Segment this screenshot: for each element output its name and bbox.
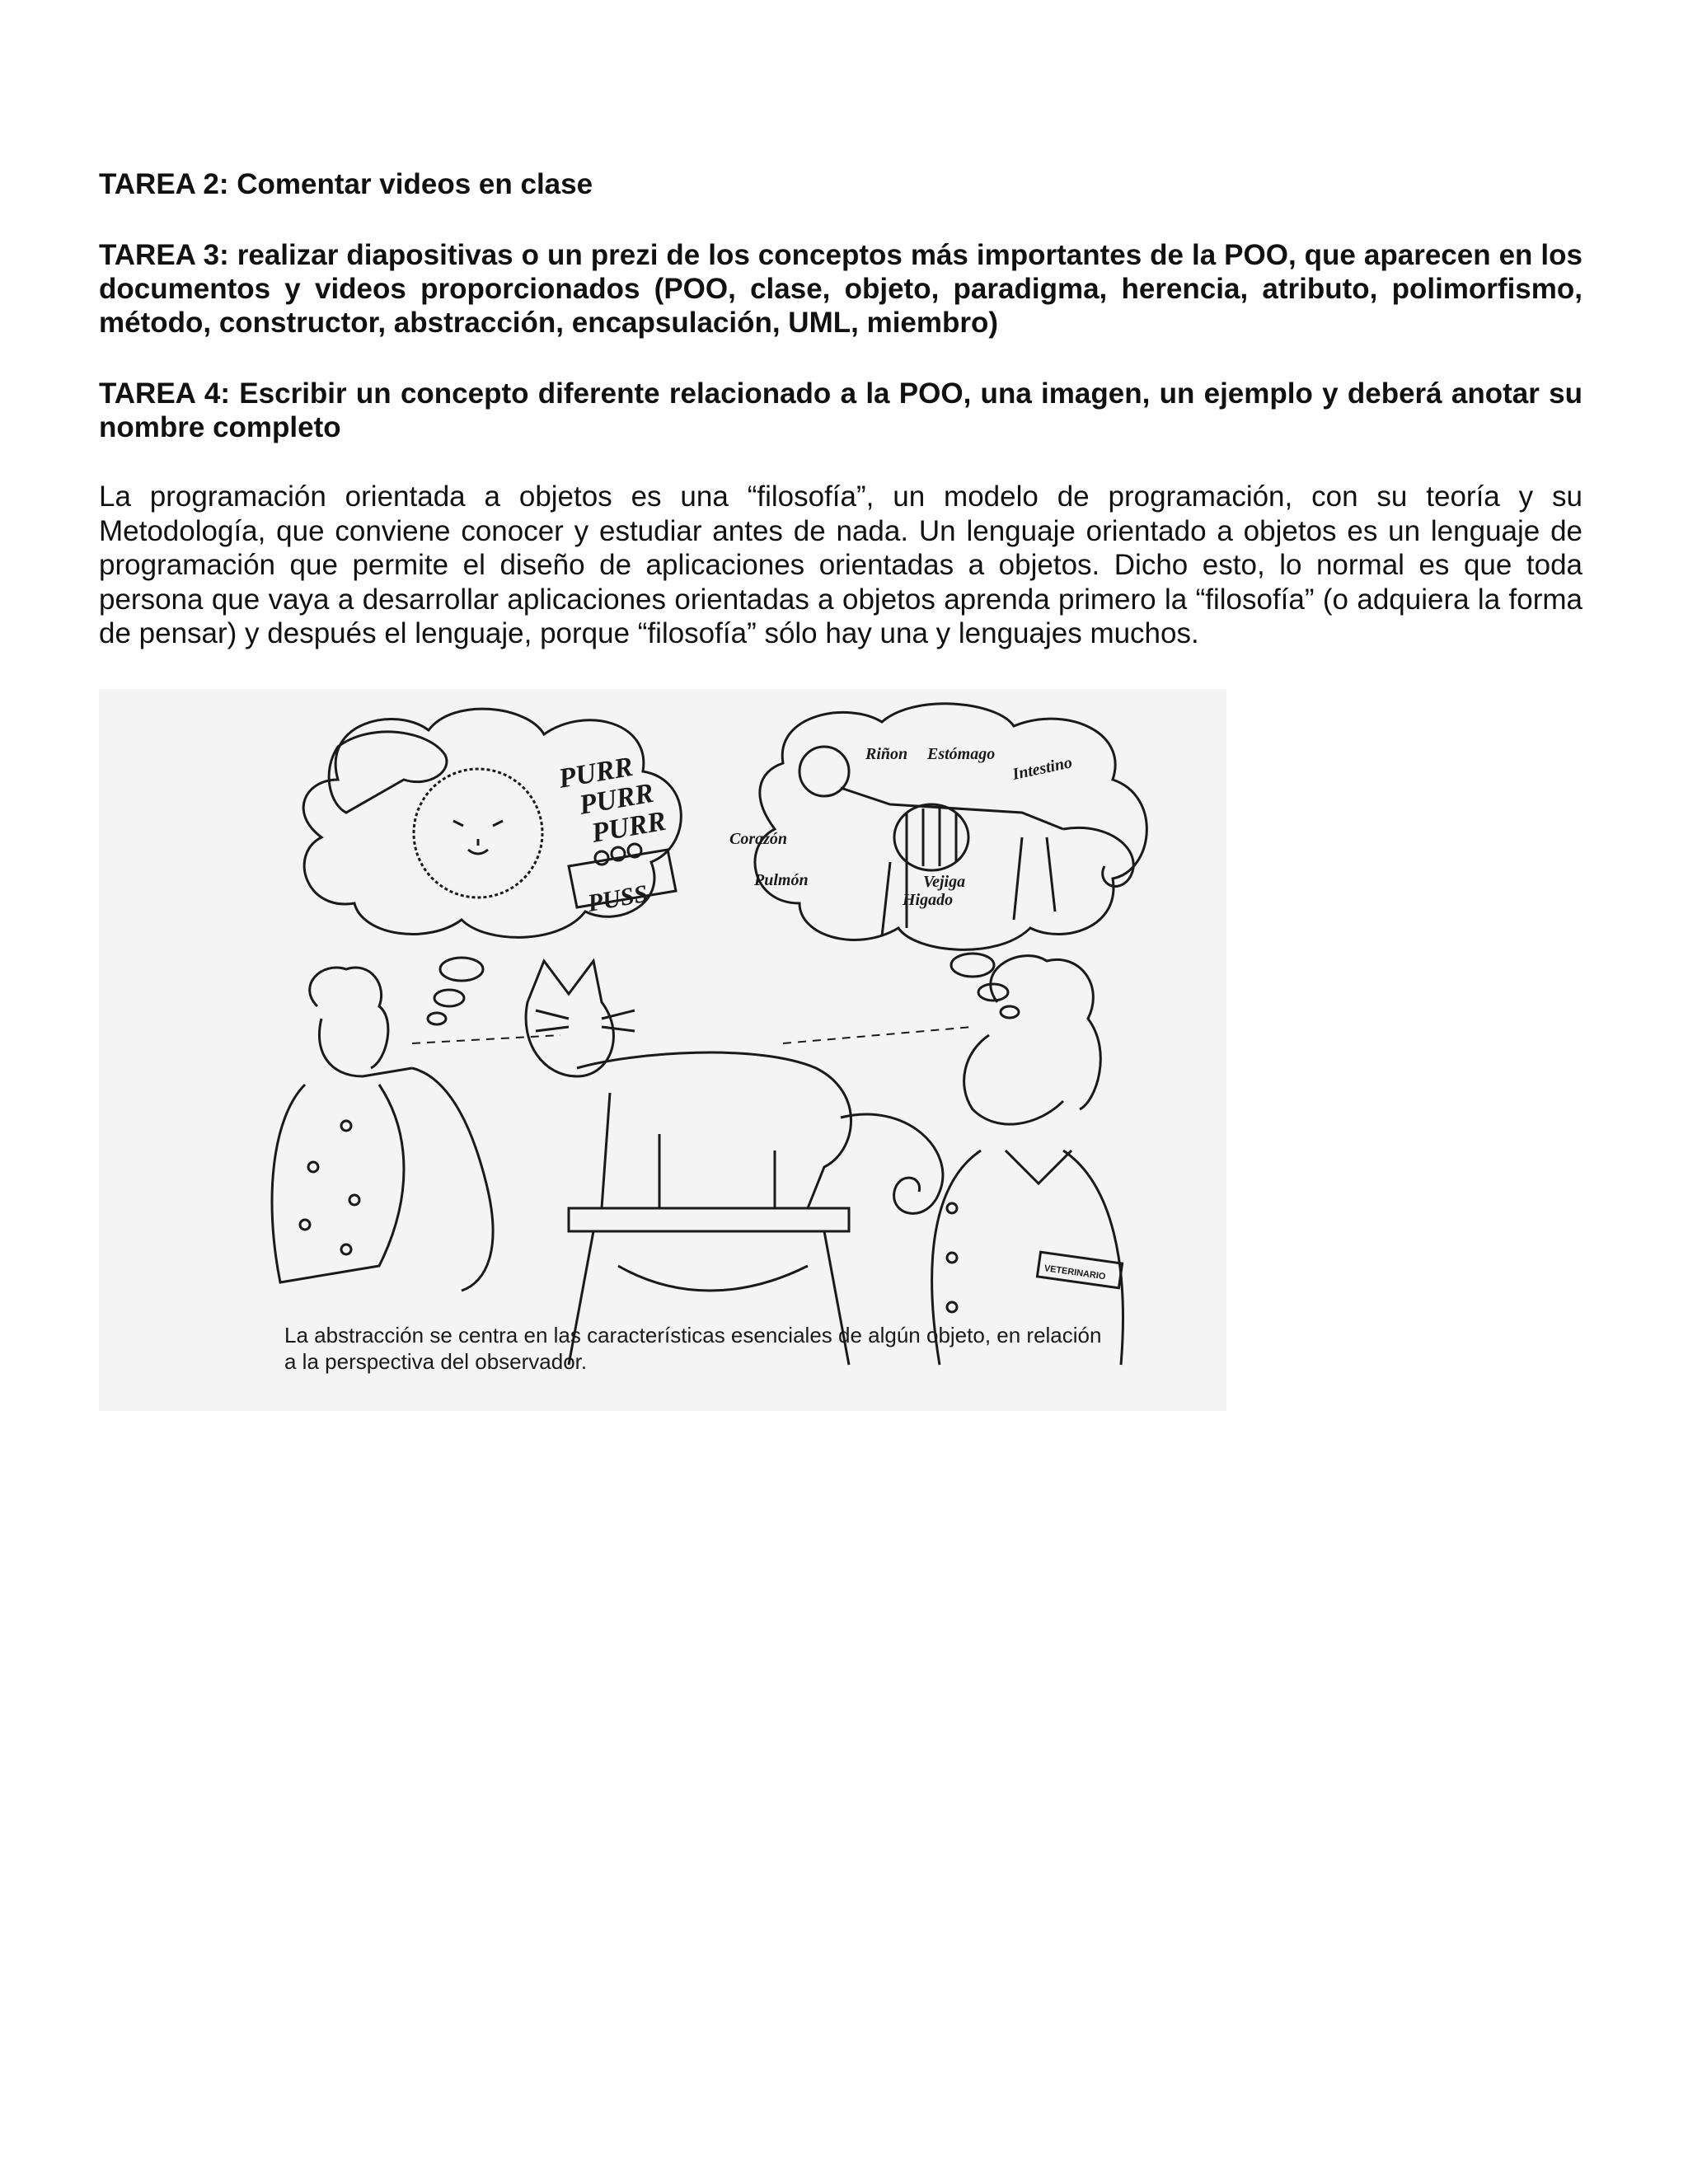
task-3: TAREA 3: realizar diapositivas o un prezi de los conceptos más importantes de la POO, que aparecen en los documentos y videos proporcionados (POO, clase, objeto, paradigma, herencia, atributo, polimorfismo, método, constructor, abstracción, encapsulación, UML, miembro): [99, 239, 1582, 339]
purr-word-2: PURR: [576, 777, 656, 821]
abstraction-cartoon: [99, 689, 1226, 1411]
organ-label-vejiga: Vejiga: [923, 873, 966, 891]
organ-label-higado: Higado: [903, 891, 954, 909]
cat-on-stool: [526, 961, 943, 1365]
figure-caption: La abstracción se centra en las características esenciales de algún objeto, en relación a la perspectiva del observador.: [284, 1323, 1102, 1374]
petting-hand: [329, 732, 447, 813]
purr-word-3: PURR: [588, 805, 668, 849]
thought-cloud-right: [755, 704, 1146, 950]
vet-badge-text: VETERINARIO: [1043, 1263, 1107, 1282]
purr-word-1: PURR: [556, 751, 635, 794]
bowl-label: PUSS: [585, 879, 650, 917]
intro-paragraph: La programación orientada a objetos es una “filosofía”, un modelo de programación, con su teoría y su Metodología, que conviene conocer y estudiar antes de nada. Un lenguaje orientado a objetos es un lenguaje de programación que permite el diseño de aplicaciones orientadas a objetos. Dicho esto, lo normal es que toda persona que vaya a desarrollar aplicaciones orientadas a objetos aprenda primero la “filosofía” (o adquiera la forma de pensar) y después el lenguaje, porque “filosofía” sólo hay una y lenguajes muchos.: [99, 480, 1582, 649]
organ-label-rinon: Riñon: [865, 745, 908, 763]
organ-label-estomago: Estómago: [927, 745, 996, 763]
task-2: TAREA 2: Comentar videos en clase: [99, 168, 593, 200]
organ-label-pulmon: Pulmón: [754, 871, 809, 889]
skeleton-cat: [799, 747, 1133, 936]
old-lady: [272, 968, 493, 1291]
task-4: TAREA 4: Escribir un concepto diferente relacionado a la POO, una imagen, un ejemplo y deberá anotar su nombre completo: [99, 377, 1582, 443]
veterinarian: [932, 956, 1123, 1365]
cartoon-illustration: [99, 689, 1226, 1411]
organ-label-corazon: Corazón: [729, 830, 788, 848]
organ-label-intestino: Intestino: [1010, 753, 1074, 784]
fluffy-cat-head: [414, 769, 542, 898]
